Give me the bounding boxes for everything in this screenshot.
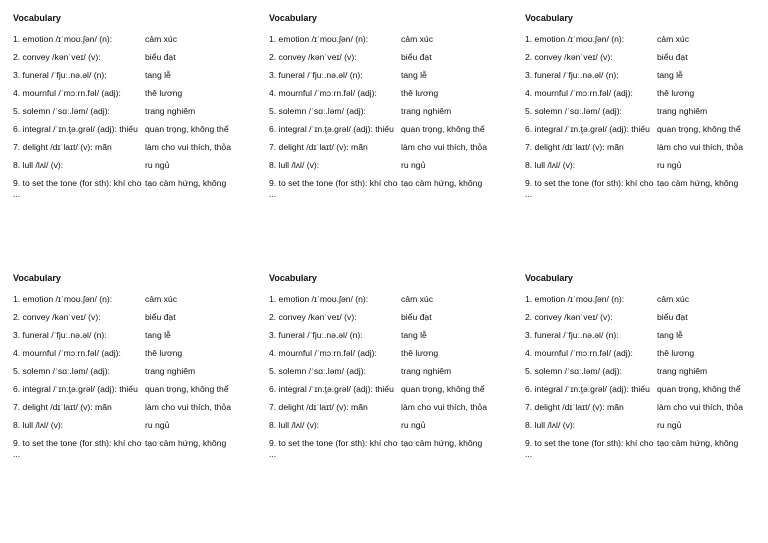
vocab-meaning: tang lễ	[657, 69, 683, 80]
vocab-item	[13, 142, 253, 153]
vocab-item	[269, 70, 509, 81]
vocab-item	[269, 366, 509, 377]
vocab-term: 2. convey /kənˈveɪ/ (v):	[269, 51, 357, 62]
vocab-item	[269, 294, 509, 305]
vocab-meaning: tang lễ	[401, 329, 427, 340]
vocab-meaning: biểu đạt	[401, 51, 432, 62]
vocab-term: 1. emotion /ɪˈmoʊ.ʃən/ (n):	[13, 293, 113, 304]
vocab-term: 3. funeral /ˈfjuː.nə.əl/ (n):	[269, 69, 363, 80]
vocab-meaning: tang lễ	[657, 329, 683, 340]
vocab-term: 1. emotion /ɪˈmoʊ.ʃən/ (n):	[525, 33, 625, 44]
vocab-meaning: tạo cảm hứng, không	[401, 437, 483, 448]
vocab-item	[525, 52, 765, 63]
vocab-term: 2. convey /kənˈveɪ/ (v):	[13, 311, 101, 322]
vocabulary-block	[269, 273, 509, 467]
vocab-term: 8. lull /lʌl/ (v):	[13, 159, 64, 170]
vocab-item	[13, 384, 253, 395]
vocab-item	[525, 366, 765, 377]
vocab-term: 5. solemn /ˈsɑː.ləm/ (adj):	[269, 365, 366, 376]
vocab-meaning: trang nghiêm	[657, 365, 708, 376]
vocab-term: 7. delight /dɪˈlaɪt/ (v): mãn	[525, 141, 624, 152]
vocab-item	[13, 34, 253, 45]
vocab-meaning: biểu đạt	[145, 311, 176, 322]
vocabulary-block	[269, 13, 509, 207]
vocab-term: 8. lull /lʌl/ (v):	[525, 419, 576, 430]
vocab-meaning: ru ngủ	[657, 419, 682, 430]
vocab-term: 4. mournful /ˈmɔːrn.fəl/ (adj):	[13, 347, 121, 358]
vocab-item	[525, 420, 765, 431]
vocab-term: 4. mournful /ˈmɔːrn.fəl/ (adj):	[525, 87, 633, 98]
vocab-meaning: làm cho vui thích, thỏa	[145, 401, 231, 412]
vocab-meaning: trang nghiêm	[145, 365, 196, 376]
vocab-meaning: quan trọng, không thể	[145, 383, 229, 394]
vocab-meaning: tạo cảm hứng, không	[657, 177, 739, 188]
vocab-item	[13, 366, 253, 377]
vocab-item	[525, 178, 765, 200]
vocab-item	[13, 312, 253, 323]
vocab-term: 4. mournful /ˈmɔːrn.fəl/ (adj):	[13, 87, 121, 98]
vocab-meaning: làm cho vui thích, thỏa	[401, 141, 487, 152]
vocab-meaning: thê lương	[657, 87, 695, 98]
vocab-term: 3. funeral /ˈfjuː.nə.əl/ (n):	[269, 329, 363, 340]
vocab-term: 9. to set the tone (for sth): khí cho ...	[525, 437, 654, 459]
vocab-meaning: quan trọng, không thể	[657, 383, 741, 394]
vocab-meaning: biểu đạt	[657, 311, 688, 322]
vocab-term: 6. integral /ˈɪn.t̬ə.ɡrəl/ (adj): thiếu	[525, 383, 650, 394]
vocab-item	[525, 142, 765, 153]
vocab-meaning: cảm xúc	[145, 293, 177, 304]
vocab-item	[269, 142, 509, 153]
vocab-term: 5. solemn /ˈsɑː.ləm/ (adj):	[525, 365, 622, 376]
vocab-meaning: cảm xúc	[401, 33, 433, 44]
vocab-meaning: thê lương	[145, 87, 183, 98]
vocab-term: 6. integral /ˈɪn.t̬ə.ɡrəl/ (adj): thiếu	[269, 123, 394, 134]
vocab-item	[269, 384, 509, 395]
vocab-item	[13, 160, 253, 171]
vocab-term: 4. mournful /ˈmɔːrn.fəl/ (adj):	[269, 87, 377, 98]
block-title: Vocabulary	[525, 273, 573, 283]
vocab-term: 8. lull /lʌl/ (v):	[13, 419, 64, 430]
vocab-term: 6. integral /ˈɪn.t̬ə.ɡrəl/ (adj): thiếu	[13, 123, 138, 134]
vocab-term: 1. emotion /ɪˈmoʊ.ʃən/ (n):	[525, 293, 625, 304]
vocab-item	[525, 160, 765, 171]
vocab-meaning: quan trọng, không thể	[145, 123, 229, 134]
vocab-item	[13, 178, 253, 200]
vocab-item	[13, 70, 253, 81]
vocab-meaning: trang nghiêm	[657, 105, 708, 116]
vocab-meaning: biểu đạt	[657, 51, 688, 62]
vocab-item	[525, 294, 765, 305]
vocab-item	[525, 34, 765, 45]
vocab-meaning: trang nghiêm	[401, 365, 452, 376]
vocab-item	[13, 348, 253, 359]
vocab-meaning: biểu đạt	[401, 311, 432, 322]
vocab-term: 7. delight /dɪˈlaɪt/ (v): mãn	[13, 141, 112, 152]
vocab-item	[269, 88, 509, 99]
vocab-meaning: làm cho vui thích, thỏa	[657, 401, 743, 412]
block-title: Vocabulary	[13, 273, 61, 283]
vocab-item	[13, 124, 253, 135]
vocab-term: 8. lull /lʌl/ (v):	[525, 159, 576, 170]
vocab-meaning: cảm xúc	[657, 293, 689, 304]
vocab-item	[269, 34, 509, 45]
vocab-item	[525, 312, 765, 323]
vocab-meaning: thê lương	[657, 347, 695, 358]
vocab-term: 3. funeral /ˈfjuː.nə.əl/ (n):	[13, 69, 107, 80]
block-title: Vocabulary	[269, 13, 317, 23]
vocab-term: 8. lull /lʌl/ (v):	[269, 419, 320, 430]
vocab-term: 3. funeral /ˈfjuː.nə.əl/ (n):	[525, 69, 619, 80]
vocabulary-block	[525, 13, 765, 207]
vocab-item	[269, 52, 509, 63]
vocab-meaning: ru ngủ	[145, 159, 170, 170]
vocab-term: 1. emotion /ɪˈmoʊ.ʃən/ (n):	[269, 33, 369, 44]
vocab-meaning: biểu đạt	[145, 51, 176, 62]
vocab-meaning: cảm xúc	[657, 33, 689, 44]
vocab-meaning: làm cho vui thích, thỏa	[145, 141, 231, 152]
vocab-term: 1. emotion /ɪˈmoʊ.ʃən/ (n):	[13, 33, 113, 44]
block-title: Vocabulary	[269, 273, 317, 283]
vocab-item	[13, 88, 253, 99]
vocab-item	[269, 348, 509, 359]
vocab-meaning: thê lương	[401, 87, 439, 98]
vocab-term: 5. solemn /ˈsɑː.ləm/ (adj):	[13, 105, 110, 116]
vocab-item	[13, 330, 253, 341]
vocab-item	[525, 438, 765, 460]
vocab-item	[13, 438, 253, 460]
vocab-meaning: ru ngủ	[145, 419, 170, 430]
vocab-term: 2. convey /kənˈveɪ/ (v):	[525, 51, 613, 62]
vocab-meaning: ru ngủ	[401, 159, 426, 170]
vocab-term: 7. delight /dɪˈlaɪt/ (v): mãn	[269, 401, 368, 412]
vocab-term: 5. solemn /ˈsɑː.ləm/ (adj):	[269, 105, 366, 116]
vocab-meaning: thê lương	[145, 347, 183, 358]
vocab-meaning: ru ngủ	[657, 159, 682, 170]
vocab-meaning: trang nghiêm	[401, 105, 452, 116]
vocab-term: 7. delight /dɪˈlaɪt/ (v): mãn	[525, 401, 624, 412]
vocab-term: 6. integral /ˈɪn.t̬ə.ɡrəl/ (adj): thiếu	[525, 123, 650, 134]
vocab-term: 9. to set the tone (for sth): khí cho ...	[13, 177, 142, 199]
vocab-item	[269, 160, 509, 171]
vocab-meaning: quan trọng, không thể	[657, 123, 741, 134]
vocab-meaning: làm cho vui thích, thỏa	[657, 141, 743, 152]
vocab-term: 9. to set the tone (for sth): khí cho ...	[269, 437, 398, 459]
vocab-item	[269, 438, 509, 460]
vocab-meaning: làm cho vui thích, thỏa	[401, 401, 487, 412]
vocab-item	[13, 52, 253, 63]
vocab-item	[525, 70, 765, 81]
vocab-item	[13, 402, 253, 413]
vocab-item	[13, 294, 253, 305]
vocab-meaning: tang lễ	[145, 329, 171, 340]
vocab-item	[13, 420, 253, 431]
vocab-term: 6. integral /ˈɪn.t̬ə.ɡrəl/ (adj): thiếu	[13, 383, 138, 394]
vocab-item	[525, 384, 765, 395]
vocab-item	[269, 330, 509, 341]
block-title: Vocabulary	[525, 13, 573, 23]
vocab-item	[525, 106, 765, 117]
vocab-term: 2. convey /kənˈveɪ/ (v):	[13, 51, 101, 62]
vocab-item	[525, 348, 765, 359]
vocab-term: 1. emotion /ɪˈmoʊ.ʃən/ (n):	[269, 293, 369, 304]
vocab-item	[269, 178, 509, 200]
vocab-meaning: tạo cảm hứng, không	[145, 437, 227, 448]
vocab-item	[269, 124, 509, 135]
block-title: Vocabulary	[13, 13, 61, 23]
vocab-item	[525, 330, 765, 341]
vocab-item	[13, 106, 253, 117]
vocab-term: 9. to set the tone (for sth): khí cho ...	[525, 177, 654, 199]
vocab-meaning: tạo cảm hứng, không	[401, 177, 483, 188]
vocab-term: 8. lull /lʌl/ (v):	[269, 159, 320, 170]
vocab-meaning: quan trọng, không thể	[401, 123, 485, 134]
vocab-term: 5. solemn /ˈsɑː.ləm/ (adj):	[13, 365, 110, 376]
vocab-meaning: quan trọng, không thể	[401, 383, 485, 394]
vocab-term: 7. delight /dɪˈlaɪt/ (v): mãn	[269, 141, 368, 152]
vocab-item	[269, 420, 509, 431]
vocab-term: 7. delight /dɪˈlaɪt/ (v): mãn	[13, 401, 112, 412]
vocab-meaning: thê lương	[401, 347, 439, 358]
vocab-term: 3. funeral /ˈfjuː.nə.əl/ (n):	[13, 329, 107, 340]
vocab-meaning: trang nghiêm	[145, 105, 196, 116]
vocab-item	[525, 88, 765, 99]
vocab-meaning: tạo cảm hứng, không	[145, 177, 227, 188]
vocab-meaning: ru ngủ	[401, 419, 426, 430]
vocab-item	[269, 402, 509, 413]
vocab-item	[269, 106, 509, 117]
vocabulary-block	[13, 13, 253, 207]
vocab-meaning: tang lễ	[145, 69, 171, 80]
vocab-item	[525, 402, 765, 413]
vocab-term: 6. integral /ˈɪn.t̬ə.ɡrəl/ (adj): thiếu	[269, 383, 394, 394]
vocab-meaning: tạo cảm hứng, không	[657, 437, 739, 448]
vocabulary-block	[13, 273, 253, 467]
vocab-term: 4. mournful /ˈmɔːrn.fəl/ (adj):	[525, 347, 633, 358]
vocab-term: 3. funeral /ˈfjuː.nə.əl/ (n):	[525, 329, 619, 340]
vocab-term: 2. convey /kənˈveɪ/ (v):	[525, 311, 613, 322]
vocab-item	[525, 124, 765, 135]
vocab-term: 4. mournful /ˈmɔːrn.fəl/ (adj):	[269, 347, 377, 358]
vocab-meaning: tang lễ	[401, 69, 427, 80]
vocab-term: 9. to set the tone (for sth): khí cho ...	[269, 177, 398, 199]
vocab-term: 5. solemn /ˈsɑː.ləm/ (adj):	[525, 105, 622, 116]
vocab-meaning: cảm xúc	[145, 33, 177, 44]
vocabulary-block	[525, 273, 765, 467]
vocab-term: 2. convey /kənˈveɪ/ (v):	[269, 311, 357, 322]
vocab-term: 9. to set the tone (for sth): khí cho ...	[13, 437, 142, 459]
vocab-meaning: cảm xúc	[401, 293, 433, 304]
vocab-item	[269, 312, 509, 323]
